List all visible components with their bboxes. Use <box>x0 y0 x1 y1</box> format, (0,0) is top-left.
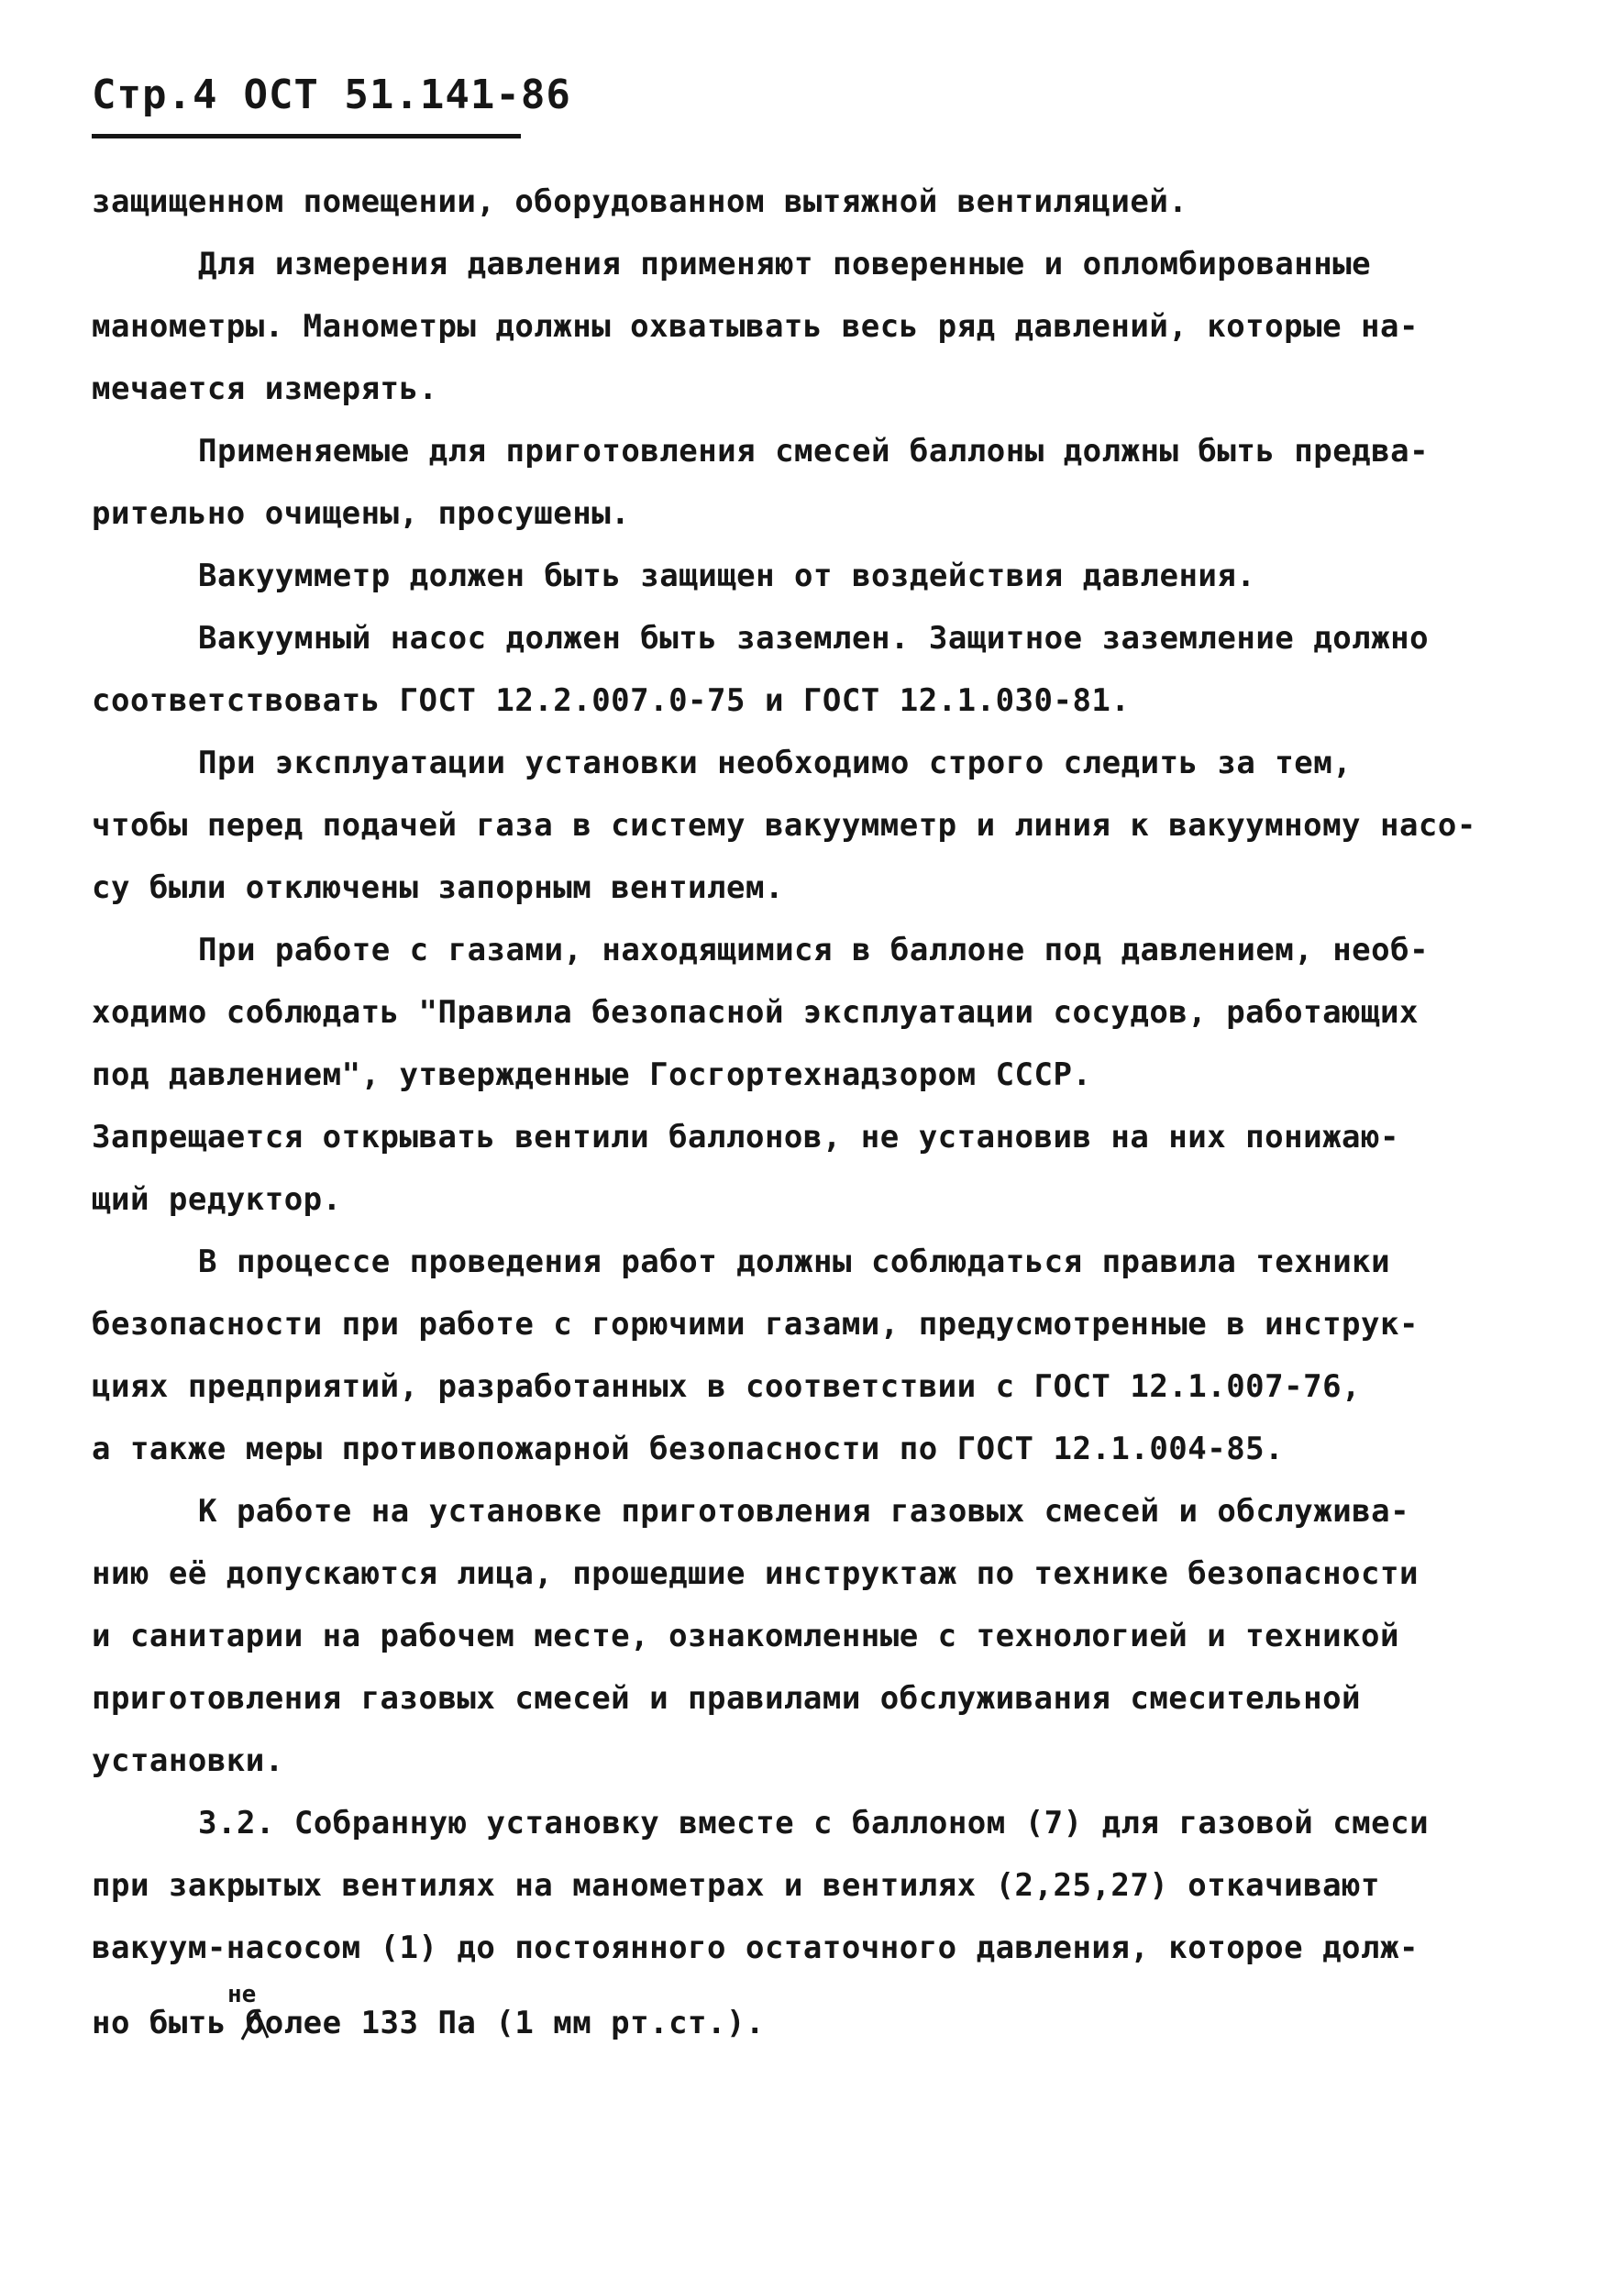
text-line: безопасности при работе с горючими газами, предусмотренные в инструк- <box>92 1306 1419 1343</box>
text-line: мечается измерять. <box>92 370 438 407</box>
page-header <box>92 72 571 118</box>
text-line: В процессе проведения работ должны соблюдаться правила техники <box>198 1244 1391 1280</box>
text-line: щий редуктор. <box>92 1181 342 1218</box>
text-line: установки. <box>92 1742 284 1779</box>
text-line: и санитарии на рабочем месте, ознакомленные с технологией и техникой <box>92 1618 1399 1654</box>
text-line: При работе с газами, находящимися в баллоне под давлением, необ- <box>198 932 1430 968</box>
text-line: но быть более 133 Па (1 мм рт.ст.). <box>92 2005 765 2041</box>
text-line: манометры. Манометры должны охватывать весь ряд давлений, которые на- <box>92 308 1419 345</box>
text-line: нию её допускаются лица, прошедшие инструктаж по технике безопасности <box>92 1555 1419 1592</box>
text-line: при закрытых вентилях на манометрах и вентилях (2,25,27) откачивают <box>92 1867 1380 1904</box>
header-underline <box>92 134 521 138</box>
text-line: вакуум-насосом (1) до постоянного остаточного давления, которое долж- <box>92 1930 1419 1966</box>
text-line: К работе на установке приготовления газовых смесей и обслужива- <box>198 1493 1410 1530</box>
text-line: а также меры противопожарной безопасности по ГОСТ 12.1.004-85. <box>92 1431 1285 1467</box>
text-line: защищенном помещении, оборудованном вытяжной вентиляцией. <box>92 183 1188 220</box>
text-line: ходимо соблюдать "Правила безопасной эксплуатации сосудов, работающих <box>92 994 1419 1031</box>
text-line: соответствовать ГОСТ 12.2.007.0-75 и ГОСТ 12.1.030-81. <box>92 682 1131 719</box>
page-label: Стр.4 <box>92 72 218 118</box>
text-line: Для измерения давления применяют поверенные и опломбированные <box>198 246 1372 282</box>
text-line: под давлением", утвержденные Госгортехнадзором СССР. <box>92 1056 1092 1093</box>
text-line: су были отключены запорным вентилем. <box>92 869 784 906</box>
text-line: Вакуумметр должен быть защищен от воздействия давления. <box>198 558 1256 594</box>
text-line: Запрещается открывать вентили баллонов, не установив на них понижаю- <box>92 1119 1399 1156</box>
text-line: При эксплуатации установки необходимо строго следить за тем, <box>198 745 1353 781</box>
standard-number: ОСТ 51.141-86 <box>243 72 571 118</box>
text-line: Применяемые для приготовления смесей баллоны должны быть предва- <box>198 433 1430 470</box>
text-line: приготовления газовых смесей и правилами обслуживания смесительной <box>92 1680 1362 1717</box>
text-line: рительно очищены, просушены. <box>92 495 631 532</box>
handwritten-insertion: не <box>227 1981 257 2008</box>
text-line: чтобы перед подачей газа в систему вакуумметр и линия к вакуумному насо- <box>92 807 1476 844</box>
insertion-caret-mark <box>240 2005 277 2041</box>
text-line: циях предприятий, разработанных в соответствии с ГОСТ 12.1.007-76, <box>92 1368 1362 1405</box>
text-line: Вакуумный насос должен быть заземлен. Защитное заземление должно <box>198 620 1430 657</box>
text-line: 3.2. Собранную установку вместе с баллоном (7) для газовой смеси <box>198 1805 1430 1841</box>
